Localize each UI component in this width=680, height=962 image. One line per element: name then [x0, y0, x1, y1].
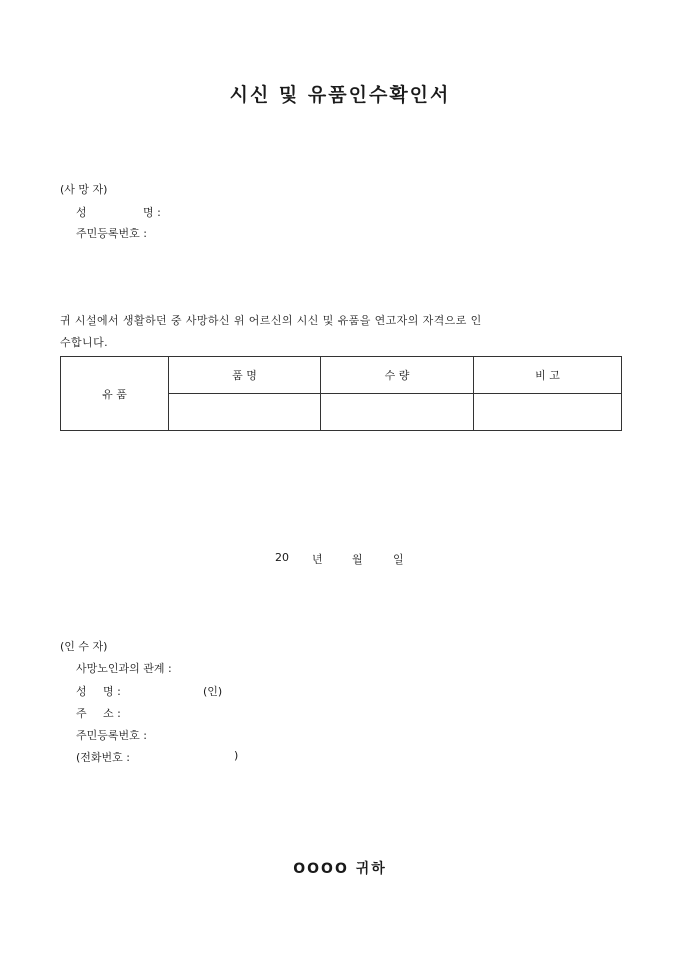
addressee: OOOO 귀하	[293, 861, 387, 877]
deceased-heading: (사 망 자)	[60, 183, 108, 196]
date-year-prefix: 20	[275, 551, 289, 564]
date-year-label: 년	[312, 553, 323, 566]
quantity-cell[interactable]	[321, 394, 474, 431]
recipient-name-label-second: 명 :	[103, 685, 121, 698]
statement-line-2: 수합니다.	[60, 336, 109, 349]
recipient-phone-label: (전화번호 :	[76, 751, 130, 764]
recipient-seal: (인)	[203, 685, 223, 698]
date-month-label: 월	[352, 553, 363, 566]
date-day-label: 일	[393, 553, 404, 566]
column-header-item-name: 품 명	[169, 357, 321, 394]
deceased-name-label-first: 성	[76, 206, 87, 219]
items-table	[60, 356, 622, 431]
recipient-phone-close: )	[234, 749, 239, 762]
recipient-name-label-first: 성	[76, 685, 87, 698]
deceased-name-label-second: 명 :	[143, 206, 161, 219]
recipient-heading: (인 수 자)	[60, 640, 108, 653]
statement-line-1: 귀 시설에서 생활하던 중 사망하신 위 어르신의 시신 및 유품을 연고자의 자격으로 인	[60, 314, 482, 327]
recipient-id-label: 주민등록번호 :	[76, 729, 147, 742]
item-name-cell[interactable]	[169, 394, 321, 431]
column-header-quantity: 수 량	[321, 357, 474, 394]
recipient-relation-label: 사망노인과의 관계 :	[76, 662, 172, 675]
document-title: 시신 및 유품인수확인서	[229, 84, 451, 106]
recipient-address-label-first: 주	[76, 707, 87, 720]
remarks-cell[interactable]	[474, 394, 622, 431]
deceased-id-label: 주민등록번호 :	[76, 227, 147, 240]
column-header-remarks: 비 고	[474, 357, 622, 394]
recipient-address-label-second: 소 :	[103, 707, 121, 720]
items-row-header: 유 품	[61, 357, 169, 431]
